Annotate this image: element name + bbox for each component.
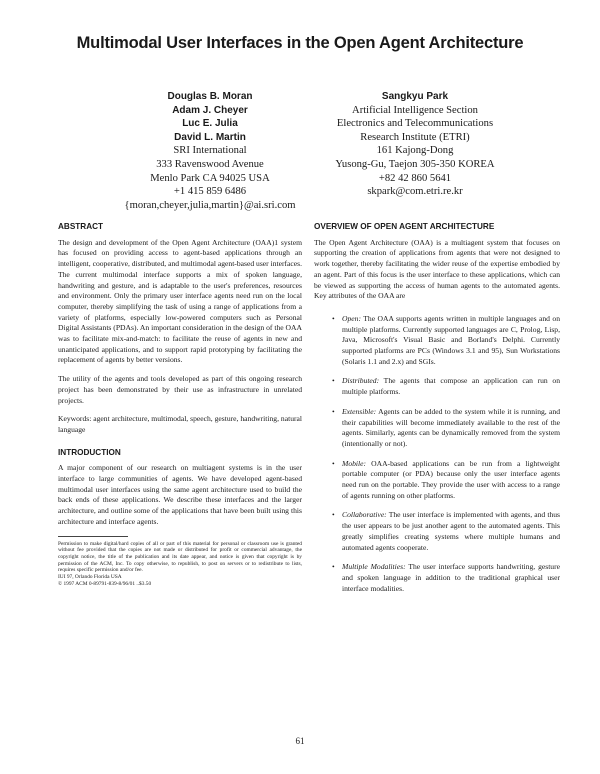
author-affiliation: SRI International (173, 145, 247, 157)
conference-venue: IUI 97, Orlando Florida USA (58, 574, 122, 581)
author-phone: +1 415 859 6486 (173, 186, 247, 198)
author-address: 333 Ravenswood Avenue (156, 158, 264, 170)
attribute-term: Collaborative: (342, 510, 387, 520)
copyright-line: © 1997 ACM 0-89791-839-8/96/01 ..$3.50 (58, 580, 152, 587)
paper-title: Multimodal User Interfaces in the Open Agent Architecture (76, 34, 524, 52)
bullet-icon: • (332, 313, 335, 323)
attribute-term: Distributed: (342, 376, 380, 386)
attribute-term: Open: (342, 313, 361, 323)
bullet-icon: • (332, 510, 335, 520)
list-item (332, 562, 561, 594)
attribute-text: The agents that compose an application can run on multiple platforms. (342, 376, 560, 397)
author-email: skpark@com.etri.re.kr (367, 186, 463, 198)
list-item (332, 406, 560, 450)
right-column (314, 222, 560, 603)
bullet-icon: • (332, 376, 335, 386)
overview-heading: OVERVIEW OF OPEN AGENT ARCHITECTURE (314, 222, 495, 231)
attribute-term: Mobile: (342, 458, 367, 468)
list-item (332, 510, 560, 553)
footnote-rule (58, 536, 128, 537)
author-block-left (110, 90, 310, 212)
bullet-icon: • (332, 458, 335, 468)
list-item (332, 458, 560, 502)
author-address: Menlo Park CA 94025 USA (150, 172, 270, 184)
author-name: Luc E. Julia (182, 118, 238, 130)
attribute-term: Multiple Modalities: (342, 562, 406, 572)
attribute-term: Extensible: (342, 406, 377, 416)
author-affiliation: Research Institute (ETRI) (360, 131, 470, 143)
author-phone: +82 42 860 5641 (378, 172, 452, 184)
attribute-list (314, 314, 560, 594)
author-address: 161 Kajong-Dong (376, 145, 454, 157)
abstract-paragraph: The utility of the agents and tools developed as part of this ongoing research project has been demonstrated by their use as infrastructure in unrelated projects. (58, 374, 302, 405)
bullet-icon: • (332, 406, 335, 416)
bullet-icon: • (332, 562, 335, 572)
permission-notice: Permission to make digital/hard copies of all or part of this material for personal or classroom use is granted without fee provided that the copies are not made or distributed for profit or commercial advantage, the copyright notice, the title of the publication and its date appear, and notice is given that copyright is by permission of the ACM, Inc. To copy otherwise, to republish, to post on servers or to redistribute to lists, requires specific permission and/or fee. (58, 540, 302, 574)
introduction-heading: INTRODUCTION (58, 447, 121, 457)
list-item (332, 313, 560, 368)
author-email: {moran,cheyer,julia,martin}@ai.sri.com (124, 199, 296, 211)
author-address: Yusong-Gu, Taejon 305-350 KOREA (335, 158, 495, 170)
abstract-paragraph: The design and development of the Open Agent Architecture (OAA)1 system has focused on providing access to agent-based applications through an intelligent, cooperative, distributed, and multimodal agent-based user interfaces. The current multimodal interface supports a mix of spoken language, handwriting and gesture, and is adaptable to the user's preferences, resources and environment. Only the primary user interface agents need run on the local computer, thereby simplifying the task of using a range of applications from a variety of platforms, especially low-powered computers such as Personal Digital Assistants (PDAs). An important consideration in the design of the OAA was to facilitate mix-and-match: to facilitate the reuse of agents in new and unanticipated applications, and to support rapid prototyping by facilitating the replacement of agents by better versions. (58, 237, 302, 365)
author-name: Sangkyu Park (381, 91, 449, 102)
author-name: Adam J. Cheyer (172, 104, 248, 116)
author-block-right (310, 90, 520, 199)
attribute-text: The OAA supports agents written in multiple languages and on multiple platforms. Currently supported languages are C, Prolog, Lisp, Java, Microsoft's Visual Basic and Borland's Delphi. Currently supported platforms are PCs (Windows 3.1 and 95), Sun Workstations (Solaris 1.1 and 2.x) and SGIs. (342, 313, 560, 366)
page-number: 61 (295, 736, 305, 746)
overview-paragraph: The Open Agent Architecture (OAA) is a multiagent system that focuses on supporting the creation of applications from agents that were not designed to work together, thereby facilitating the wider reuse of the expertise embodied by an agent. Part of this focus is the user interface to these applications, which can be viewed as supporting the access of human agents to the automated agents. Key attributes of the OAA are (314, 237, 560, 301)
attribute-text: The user interface supports handwriting, gesture and spoken language in addition to the traditional graphical user interface modalities. (342, 562, 561, 593)
attribute-text: OAA-based applications can be run from a lightweight portable computer (or PDA) because only the user interface agents need run on the portable. They provide the user with access to a range of agents running on other platforms. (342, 458, 560, 500)
author-affiliation: Artificial Intelligence Section (352, 104, 478, 116)
attribute-text: The user interface is implemented with agents, and thus the user appears to be just another agent to the automated agents. This greatly simplifies creating systems where multiple humans and automated agents cooperate. (342, 510, 560, 552)
author-affiliation: Electronics and Telecommunications (336, 118, 494, 130)
list-item (332, 376, 560, 397)
attribute-text: Agents can be added to the system while it is running, and their capabilities will become immediately available to the rest of the agents. Similarly, agents can be dynamically removed from the system (intentionally or not). (342, 406, 560, 448)
abstract-heading: ABSTRACT (58, 222, 104, 231)
author-name: Douglas B. Moran (167, 91, 253, 102)
keywords: Keywords: agent architecture, multimodal, speech, gesture, handwriting, natural language (58, 414, 302, 434)
introduction-paragraph: A major component of our research on multiagent systems is in the user interface to large communities of agents. We have developed agent-based multimodal user interfaces using the same agent architecture used to build the back ends of these applications. We describe these interfaces and the larger architecture, and outline some of the applications that have been built using this architecture and interface agents. (58, 463, 302, 526)
left-column (58, 222, 302, 588)
author-name: David L. Martin (174, 131, 246, 143)
